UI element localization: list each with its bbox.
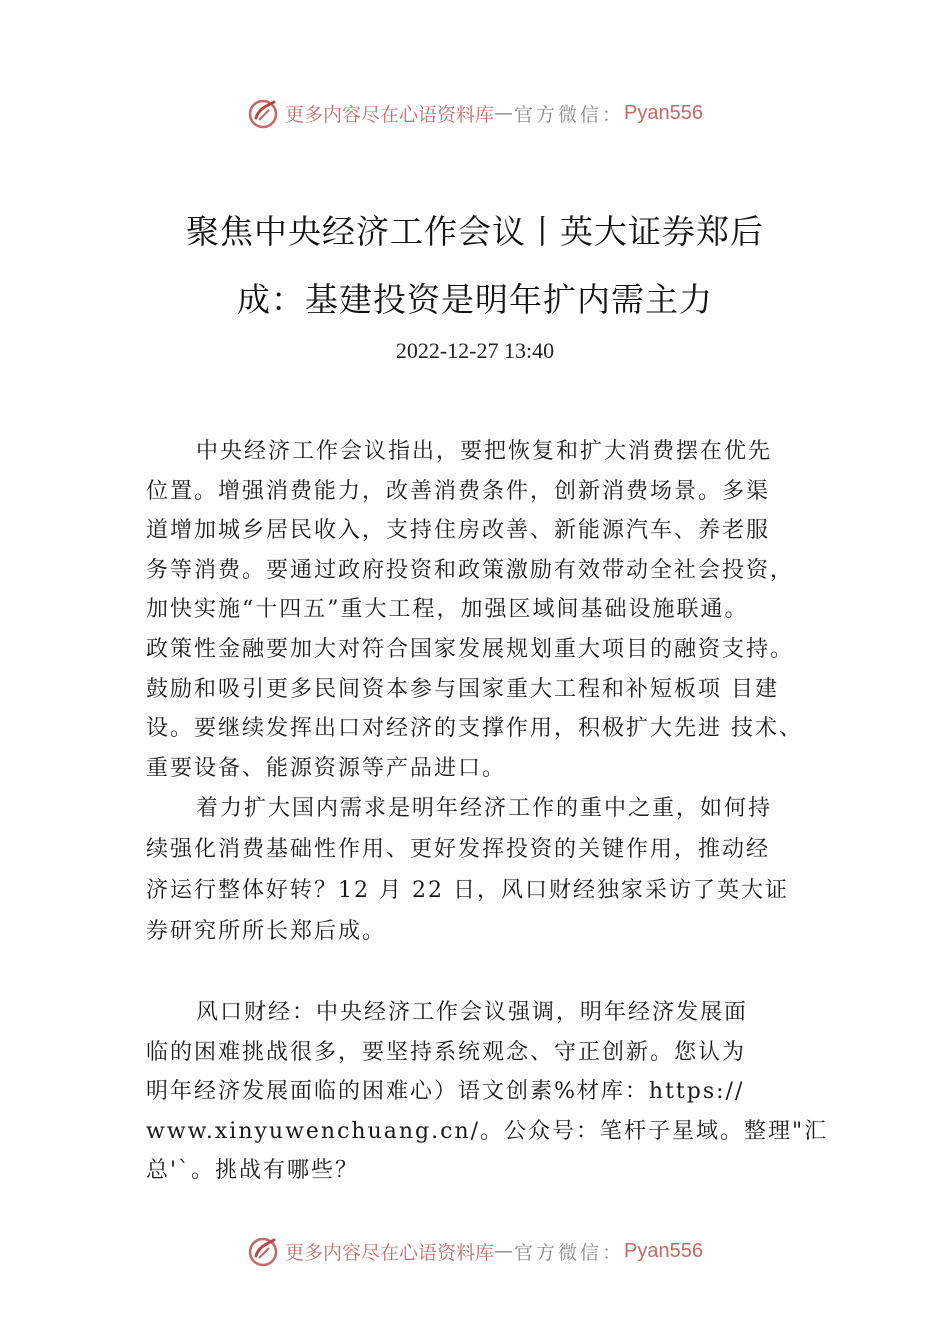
- watermark-wechat-label: 官方微信：: [514, 1241, 625, 1264]
- paragraph-line: 临的困难挑战很多，要坚持系统观念、守正创新。您认为: [146, 1039, 747, 1065]
- paragraph-3: [146, 993, 846, 1191]
- paragraph-1: [146, 432, 846, 788]
- header-watermark: [0, 96, 950, 130]
- watermark-separator: —: [494, 102, 515, 124]
- paragraph-line: 设。要继续发挥出口对经济的支撑作用，积极扩大先进 技术、: [146, 716, 803, 742]
- paragraph-line: 续强化消费基础性作用、更好发挥投资的关键作用，推动经: [146, 837, 771, 862]
- paragraph-line: 总'`。挑战有哪些？: [146, 1158, 360, 1184]
- paragraph-line: 明年经济发展面临的困难心）语文创素%材库：https://: [146, 1079, 745, 1105]
- watermark-wechat-id: Pyan556: [624, 1239, 703, 1262]
- paragraph-line: 加快实施“十四五”重大工程，加强区域间基础设施联通。: [146, 597, 749, 623]
- article-title-line-2: 成：基建投资是明年扩内需主力: [237, 280, 713, 319]
- paragraph-line: 鼓励和吸引更多民间资本参与国家重大工程和补短板项 目建: [146, 676, 779, 702]
- paragraph-line: 务等消费。要通过政府投资和政策激励有效带动全社会投资，: [146, 557, 795, 583]
- watermark-text: 更多内容尽在心语资料库: [285, 103, 495, 126]
- watermark-wechat-id: Pyan556: [624, 101, 703, 124]
- paragraph-line: 中央经济工作会议指出，要把恢复和扩大消费摆在优先: [196, 439, 773, 464]
- article-date: 2022-12-27 13:40: [395, 338, 555, 363]
- footer-watermark: [0, 1234, 950, 1268]
- watermark-text: 更多内容尽在心语资料库: [285, 1241, 495, 1264]
- watermark-wechat-label: 官方微信：: [514, 103, 625, 126]
- paragraph-line: 济运行整体好转？12 月 22 日，风口财经独家采访了英大证: [146, 878, 789, 903]
- watermark-logo-icon: [247, 96, 281, 130]
- paragraph-line: 位置。增强消费能力，改善消费条件，创新消费场景。多渠: [146, 478, 771, 504]
- paragraph-line: 道增加城乡居民收入，支持住房改善、新能源汽车、养老服: [146, 518, 771, 544]
- paragraph-line: 券研究所所长郑后成。: [146, 919, 387, 944]
- paragraph-line: www.xinyuwenchuang.cn/。公众号：笔杆子星域。整理"汇: [146, 1118, 829, 1144]
- watermark-separator: —: [494, 1240, 515, 1262]
- paragraph-2: [146, 788, 846, 952]
- paragraph-line: 风口财经：中央经济工作会议强调，明年经济发展面: [196, 1000, 749, 1025]
- paragraph-line: 政策性金融要加大对符合国家发展规划重大项目的融资支持。: [146, 636, 795, 662]
- watermark-logo-icon: [247, 1234, 281, 1268]
- article-title-line-1: 聚焦中央经济工作会议丨英大证券郑后: [186, 212, 764, 251]
- paragraph-line: 着力扩大国内需求是明年经济工作的重中之重，如何持: [196, 796, 773, 821]
- paragraph-line: 重要设备、能源资源等产品进口。: [146, 755, 507, 781]
